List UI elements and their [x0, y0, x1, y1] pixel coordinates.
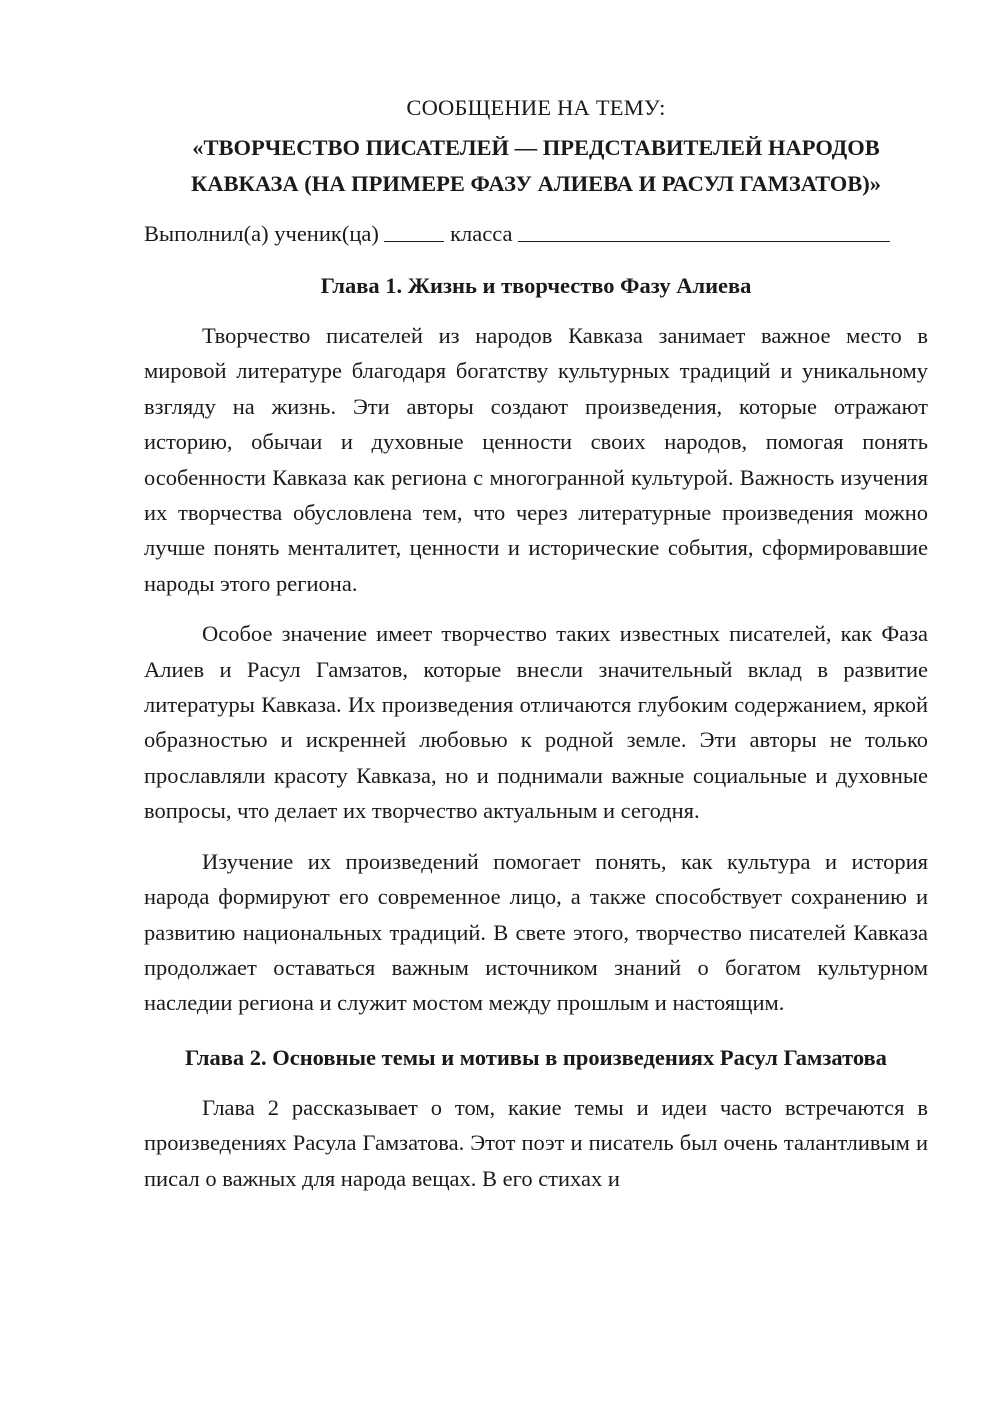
name-blank	[518, 240, 890, 242]
chapter-1-paragraph: Изучение их произведений помогает понять, как культура и история народа формируют его современное лицо, а также способствует сохранению и развитию национальных традиций. В свете этого, творчество писателей Кавказа продолжает оставаться важным источником знаний о богатом культурном наследии региона и служит мостом между прошлым и настоящим.	[144, 848, 928, 1016]
class-label: класса	[450, 221, 513, 246]
chapter-1-heading: Глава 1. Жизнь и творчество Фазу Алиева	[320, 273, 752, 298]
report-type: СООБЩЕНИЕ НА ТЕМУ:	[406, 95, 666, 120]
report-title: «ТВОРЧЕСТВО ПИСАТЕЛЕЙ — ПРЕДСТАВИТЕЛЕЙ НАРОДОВ КАВКАЗА (НА ПРИМЕРЕ ФАЗУ АЛИЕВА И РАСУЛ ГАМЗАТОВ)»	[190, 135, 882, 196]
chapter-2-heading: Глава 2. Основные темы и мотивы в произведениях Расул Гамзатова	[185, 1044, 887, 1070]
grade-blank	[384, 240, 444, 242]
chapter-2-paragraph: Глава 2 рассказывает о том, какие темы и идеи часто встречаются в произведениях Расула Гамзатова. Этот поэт и писатель был очень талантливым и писал о важных для народа вещах. В его стихах и	[144, 1094, 928, 1191]
performer-label: Выполнил(а) ученик(ца)	[144, 221, 379, 246]
document-page	[144, 92, 928, 1211]
byline	[144, 218, 928, 250]
chapter-1-paragraph: Творчество писателей из народов Кавказа занимает важное место в мировой литературе благодаря богатству культурных традиций и уникальному взгляду на жизнь. Эти авторы создают произведения, которые отражают историю, обычаи и духовные ценности своих народов, помогая понять особенности Кавказа как региона с многогранной культурой. Важность изучения их творчества обусловлена тем, что через литературные произведения можно лучше понять менталитет, ценности и исторические события, сформировавшие народы этого региона.	[144, 323, 928, 596]
chapter-1-paragraph: Особое значение имеет творчество таких известных писателей, как Фаза Алиев и Расул Гамзатов, которые внесли значительный вклад в развитие литературы Кавказа. Их произведения отличаются глубоким содержанием, яркой образностью и искренней любовью к родной земле. Эти авторы не только прославляли красоту Кавказа, но и поднимали важные социальные и духовные вопросы, что делает их творчество актуальным и сегодня.	[144, 621, 928, 824]
